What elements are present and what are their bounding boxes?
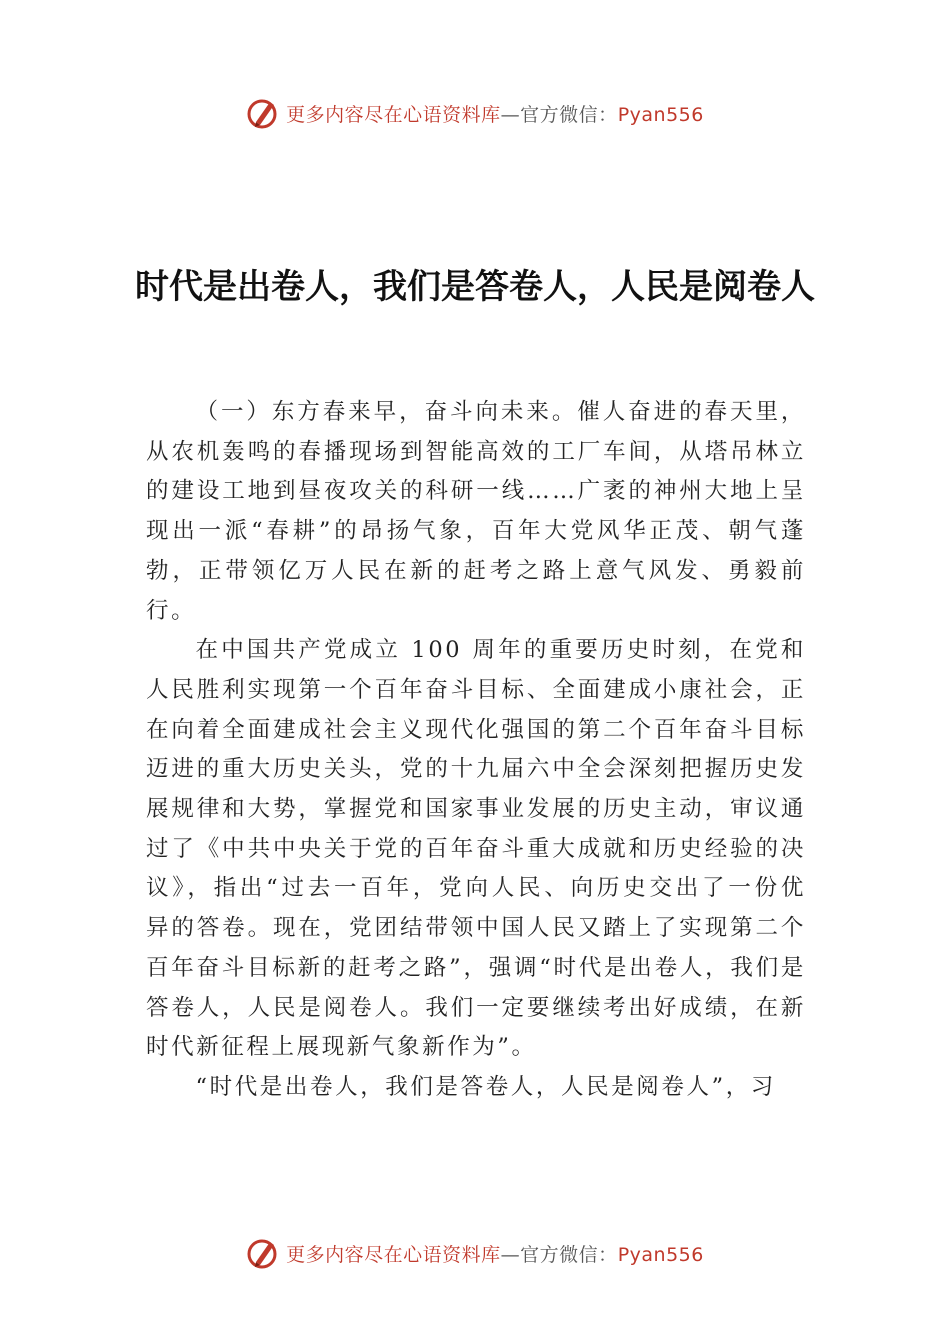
watermark-text: 更多内容尽在心语资料库—官方微信：Pyan556 bbox=[286, 103, 704, 126]
page-title: 时代是出卷人，我们是答卷人，人民是阅卷人 bbox=[135, 267, 815, 307]
paragraph-1: （一）东方春来早，奋斗向未来。催人奋进的春天里，从农机轰鸣的春播现场到智能高效的工厂车间，从塔吊林立的建设工地到昼夜攻关的科研一线……广袤的神州大地上呈现出一派“春耕”的昂扬气象，百年大党风华正茂、朝气蓬勃，正带领亿万人民在新的赶考之路上意气风发、勇毅前行。 bbox=[146, 399, 806, 624]
document-body bbox=[146, 393, 806, 1108]
paragraph-3: “时代是出卷人，我们是答卷人，人民是阅卷人”，习 bbox=[195, 1073, 776, 1100]
header-watermark bbox=[0, 96, 950, 130]
watermark-text: 更多内容尽在心语资料库—官方微信：Pyan556 bbox=[286, 1243, 704, 1266]
paragraph-2: 在中国共产党成立 100 周年的重要历史时刻，在党和人民胜利实现第一个百年奋斗目标、全面建成小康社会，正在向着全面建成社会主义现代化强国的第二个百年奋斗目标迈进的重大历史关头，党的十九届六中全会深刻把握历史发展规律和大势，掌握党和国家事业发展的历史主动，审议通过了《中共中央关于党的百年奋斗重大成就和历史经验的决议》，指出“过去一百年，党向人民、向历史交出了一份优 异的答卷。现在，党团结带领中国人民又踏上了实现第二个百年奋斗目标新的赶考之路”，强调“时代是出卷人，我们是答卷人，人民是阅卷人。我们一定要继续考出好成绩，在新时代新征程上展现新气象新作为”。 bbox=[146, 637, 806, 1061]
pen-circle-logo-icon bbox=[246, 1236, 280, 1270]
pen-circle-logo-icon bbox=[246, 96, 280, 130]
footer-watermark bbox=[0, 1236, 950, 1270]
